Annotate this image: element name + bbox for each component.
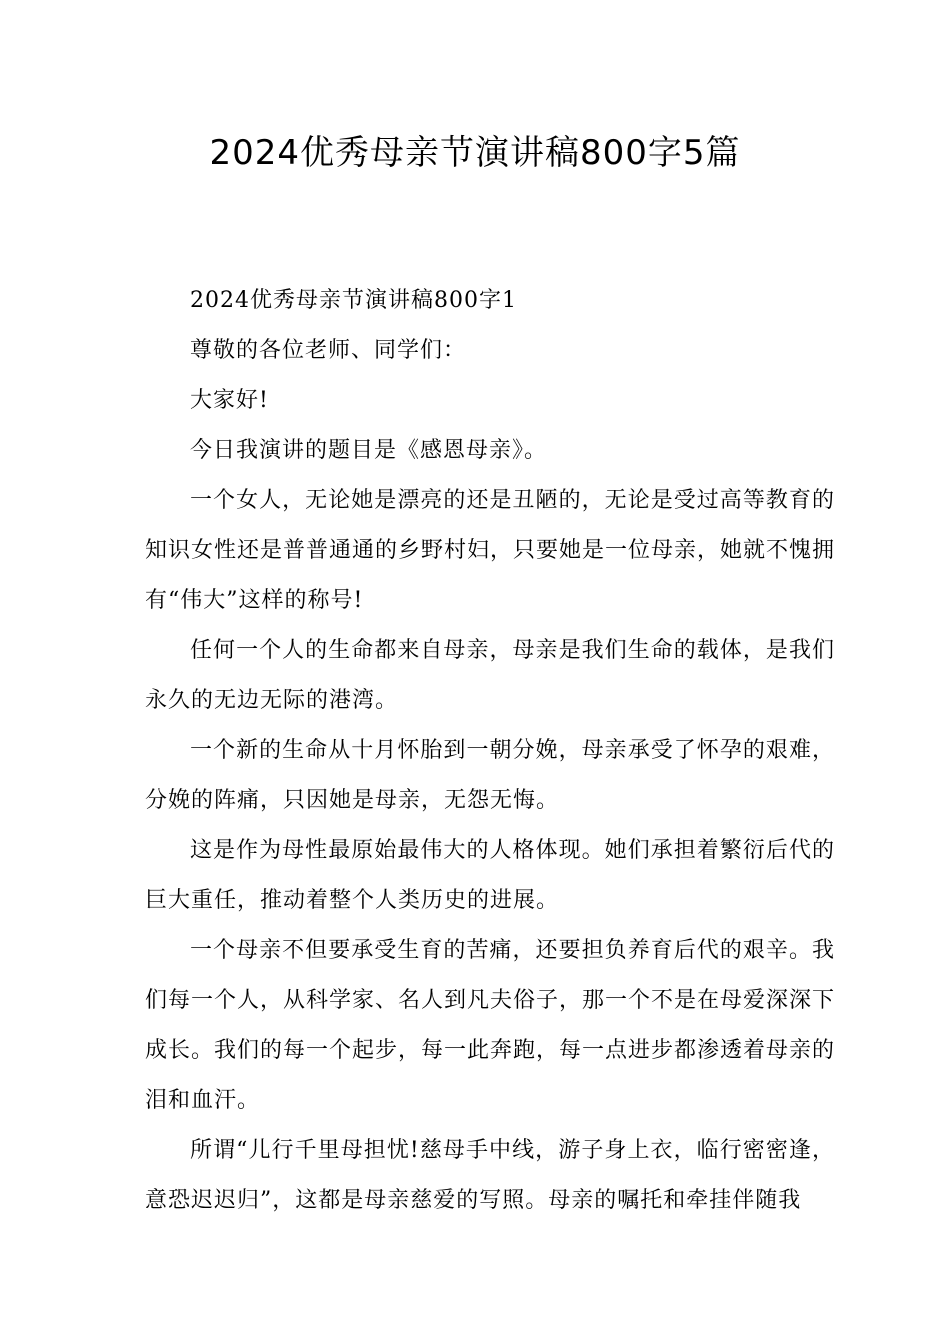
document-title: 2024优秀母亲节演讲稿800字5篇 [209, 133, 741, 173]
paragraph-section-heading: 2024优秀母亲节演讲稿800字1 [190, 288, 517, 313]
paragraph-body: 一个女人，无论她是漂亮的还是丑陋的，无论是受过高等教育的知识女性还是普普通通的乡野村妇，只要她是一位母亲，她就不愧拥有“伟大”这样的称号! [145, 488, 836, 613]
paragraph-body: 所谓“儿行千里母担忧!慈母手中线，游子身上衣，临行密密逢，意恐迟迟归”，这都是母亲慈爱的写照。母亲的嘱托和牵挂伴随我 [145, 1138, 835, 1213]
paragraph-salutation: 尊敬的各位老师、同学们： [190, 338, 467, 363]
paragraph-body: 一个母亲不但要承受生育的苦痛，还要担负养育后代的艰辛。我们每一个人，从科学家、名人到凡夫俗子，那一个不是在母爱深深下成长。我们的每一个起步，每一此奔跑，每一点进步都渗透着母亲的泪和血汗。 [145, 938, 836, 1113]
paragraph-body: 一个新的生命从十月怀胎到一朝分娩，母亲承受了怀孕的艰难，分娩的阵痛，只因她是母亲，无怨无悔。 [145, 738, 835, 813]
paragraph-body: 任何一个人的生命都来自母亲，母亲是我们生命的载体，是我们永久的无边无际的港湾。 [145, 638, 835, 713]
paragraph-topic: 今日我演讲的题目是《感恩母亲》。 [190, 438, 548, 463]
document-body [145, 276, 835, 1226]
paragraph-body: 这是作为母性最原始最伟大的人格体现。她们承担着繁衍后代的巨大重任，推动着整个人类历史的进展。 [145, 838, 835, 913]
paragraph-greeting: 大家好! [190, 388, 269, 413]
